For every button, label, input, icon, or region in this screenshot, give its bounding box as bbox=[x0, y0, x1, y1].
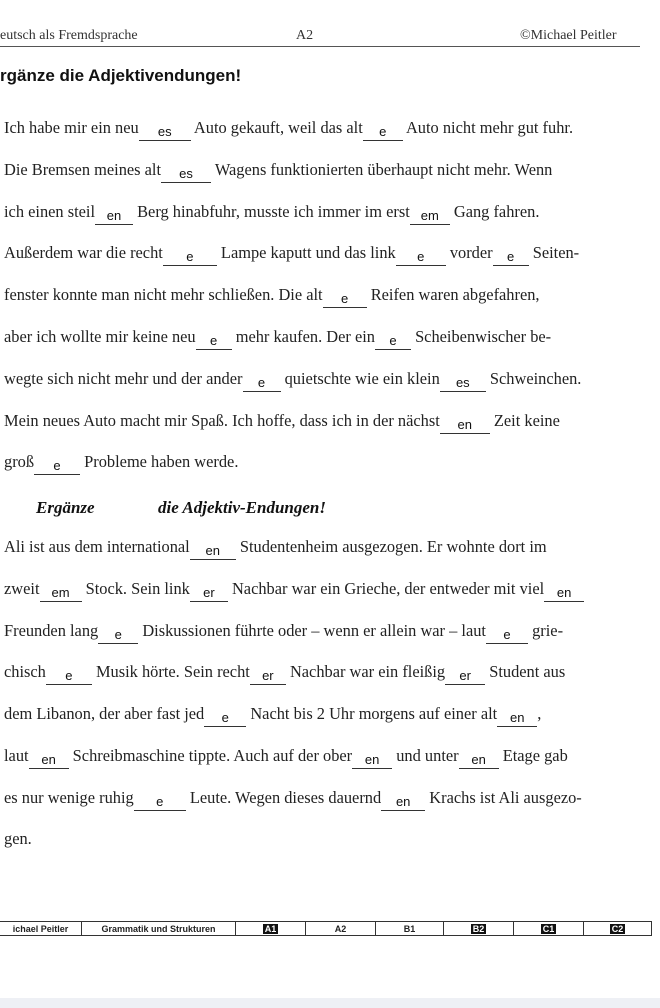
footer-cell bbox=[0, 922, 82, 935]
handwritten-ending: e bbox=[156, 794, 164, 809]
answer-blank bbox=[445, 668, 485, 685]
answer-blank bbox=[163, 249, 217, 266]
sentence-text: dem Libanon, der aber fast jed bbox=[4, 704, 205, 723]
answer-blank bbox=[410, 208, 450, 225]
answer-blank bbox=[486, 627, 528, 644]
sentence-text: Gang fahren. bbox=[449, 202, 540, 221]
handwritten-ending: e bbox=[209, 333, 218, 348]
header-divider bbox=[0, 46, 640, 47]
handwritten-ending: en bbox=[205, 543, 220, 558]
exercise1-line bbox=[4, 327, 551, 350]
handwritten-ending: e bbox=[417, 249, 425, 264]
answer-blank bbox=[396, 249, 446, 266]
sentence-text: Etage gab bbox=[498, 746, 568, 765]
sentence-text: laut bbox=[4, 746, 29, 765]
answer-blank bbox=[190, 585, 228, 602]
handwritten-ending: en bbox=[509, 710, 525, 725]
footer-cell bbox=[584, 922, 652, 935]
handwritten-ending: en bbox=[471, 752, 486, 767]
footer-cell bbox=[306, 922, 376, 935]
answer-blank bbox=[440, 375, 486, 392]
handwritten-ending: es bbox=[455, 375, 470, 390]
footer-cell-label: A2 bbox=[334, 923, 347, 934]
sentence-text: Wagens funktionierten überhaupt nicht mehr. Wenn bbox=[211, 160, 553, 179]
handwritten-ending: er bbox=[262, 668, 274, 683]
handwritten-ending: em bbox=[420, 208, 439, 223]
sentence-text: aber ich wollte mir keine neu bbox=[4, 327, 196, 346]
exercise2-line bbox=[4, 579, 584, 602]
sentence-text: Diskussionen führte oder – wenn er allein war – laut bbox=[138, 621, 486, 640]
answer-blank bbox=[363, 124, 403, 141]
answer-blank bbox=[323, 291, 367, 308]
sentence-text: Zeit keine bbox=[489, 411, 560, 430]
answer-blank bbox=[375, 333, 411, 350]
handwritten-ending: er bbox=[203, 585, 215, 600]
sentence-text: quietschte wie ein klein bbox=[280, 369, 440, 388]
sentence-text: es nur wenige ruhig bbox=[4, 788, 134, 807]
exercise2-line bbox=[4, 662, 565, 685]
answer-blank bbox=[243, 375, 281, 392]
answer-blank bbox=[161, 166, 211, 183]
exercise2-line bbox=[4, 829, 32, 849]
sentence-text: groß bbox=[4, 452, 35, 471]
handwritten-ending: en bbox=[457, 417, 473, 432]
handwritten-ending: e bbox=[53, 458, 61, 473]
sentence-text: Musik hörte. Sein recht bbox=[91, 662, 250, 681]
footer-cell-label: C2 bbox=[611, 923, 624, 934]
sentence-text: Auto gekauft, weil das alt bbox=[190, 118, 363, 137]
answer-blank bbox=[29, 752, 69, 769]
sentence-text: Ali ist aus dem international bbox=[4, 537, 190, 556]
exercise1-line bbox=[4, 369, 581, 392]
sentence-text: Nachbar war ein fleißig bbox=[285, 662, 446, 681]
answer-blank bbox=[250, 668, 286, 685]
sentence-text: grie- bbox=[527, 621, 564, 640]
sentence-text: Seiten- bbox=[528, 243, 580, 262]
exercise1-line bbox=[4, 285, 540, 308]
footer-level-bar bbox=[0, 921, 652, 936]
answer-blank bbox=[544, 585, 584, 602]
answer-blank bbox=[497, 710, 537, 727]
handwritten-ending: e bbox=[340, 291, 349, 306]
sentence-text: Studentenheim ausgezogen. Er wohnte dort im bbox=[235, 537, 547, 556]
sentence-text: chisch bbox=[4, 662, 46, 681]
exercise1-line bbox=[4, 160, 552, 183]
handwritten-ending: en bbox=[41, 752, 56, 767]
footer-cell-label: C1 bbox=[542, 923, 555, 934]
sentence-text: Leute. Wegen dieses dauernd bbox=[185, 788, 382, 807]
answer-blank bbox=[352, 752, 392, 769]
answer-blank bbox=[134, 794, 186, 811]
sentence-text: gen. bbox=[4, 829, 32, 848]
exercise1-line bbox=[4, 202, 539, 225]
answer-blank bbox=[459, 752, 499, 769]
handwritten-ending: em bbox=[51, 585, 70, 600]
footer-cell-label: B1 bbox=[403, 923, 416, 934]
footer-cell-label: A1 bbox=[264, 923, 277, 934]
handwritten-ending: e bbox=[379, 124, 387, 139]
sentence-text: , bbox=[537, 704, 542, 723]
sentence-text: Stock. Sein link bbox=[81, 579, 190, 598]
answer-blank bbox=[98, 627, 138, 644]
handwritten-ending: e bbox=[221, 710, 229, 725]
footer-cell-label: ichael Peitler bbox=[12, 923, 69, 934]
exercise2-line bbox=[4, 704, 541, 727]
header-level: A2 bbox=[296, 28, 314, 43]
answer-blank bbox=[381, 794, 425, 811]
sentence-text: wegte sich nicht mehr und der ander bbox=[4, 369, 243, 388]
answer-blank bbox=[196, 333, 232, 350]
footer-cell-label: B2 bbox=[472, 923, 485, 934]
handwritten-ending: e bbox=[506, 249, 515, 264]
sentence-text: Die Bremsen meines alt bbox=[4, 160, 162, 179]
handwritten-ending: e bbox=[389, 333, 397, 348]
footer-cell bbox=[236, 922, 306, 935]
footer-cell bbox=[514, 922, 584, 935]
sentence-text: Außerdem war die recht bbox=[4, 243, 163, 262]
exercise1-title: rgänze die Adjektivendungen! bbox=[0, 66, 242, 85]
footer-cell bbox=[376, 922, 444, 935]
answer-blank bbox=[46, 668, 92, 685]
sentence-text: Reifen waren abgefahren, bbox=[366, 285, 540, 304]
exercise1-line bbox=[4, 411, 560, 434]
sentence-text: mehr kaufen. Der ein bbox=[231, 327, 375, 346]
handwritten-ending: e bbox=[503, 627, 511, 642]
header-author: ©Michael Peitler bbox=[520, 28, 617, 43]
handwritten-ending: er bbox=[459, 668, 471, 683]
handwritten-ending: en bbox=[106, 208, 122, 223]
answer-blank bbox=[493, 249, 529, 266]
exercise2-line bbox=[4, 621, 563, 644]
exercise2-title-part1: Ergänze bbox=[36, 498, 95, 517]
footer-cell bbox=[82, 922, 236, 935]
answer-blank bbox=[40, 585, 82, 602]
handwritten-ending: en bbox=[364, 752, 380, 767]
handwritten-ending: e bbox=[114, 627, 122, 642]
sentence-text: zweit bbox=[4, 579, 40, 598]
header-course: eutsch als Fremdsprache bbox=[0, 28, 138, 43]
sentence-text: Lampe kaputt und das link bbox=[216, 243, 396, 262]
footer-cell bbox=[444, 922, 514, 935]
sentence-text: vorder bbox=[445, 243, 493, 262]
sentence-text: Freunden lang bbox=[4, 621, 99, 640]
exercise1-line bbox=[4, 118, 573, 141]
exercise2-line bbox=[4, 537, 547, 560]
exercise1-line bbox=[4, 243, 579, 266]
exercise1-line bbox=[4, 452, 238, 475]
handwritten-ending: es bbox=[179, 166, 193, 181]
footer-cell-label: Grammatik und Strukturen bbox=[101, 923, 216, 934]
sentence-text: Probleme haben werde. bbox=[80, 452, 239, 471]
sentence-text: ich einen steil bbox=[4, 202, 96, 221]
handwritten-ending: es bbox=[157, 124, 172, 139]
handwritten-ending: en bbox=[556, 585, 572, 600]
sentence-text: Berg hinabfuhr, musste ich immer im erst bbox=[133, 202, 410, 221]
handwritten-ending: e bbox=[257, 375, 266, 390]
sentence-text: Nachbar war ein Grieche, der entweder mit viel bbox=[227, 579, 545, 598]
answer-blank bbox=[34, 458, 80, 475]
exercise2-line bbox=[4, 788, 582, 811]
bottom-band bbox=[0, 998, 660, 1008]
sentence-text: Nacht bis 2 Uhr morgens auf einer alt bbox=[246, 704, 498, 723]
sentence-text: Krachs ist Ali ausgezo- bbox=[425, 788, 582, 807]
sentence-text: Student aus bbox=[485, 662, 566, 681]
answer-blank bbox=[204, 710, 246, 727]
handwritten-ending: en bbox=[395, 794, 411, 809]
sentence-text: und unter bbox=[392, 746, 459, 765]
sentence-text: Ich habe mir ein neu bbox=[4, 118, 139, 137]
handwritten-ending: e bbox=[65, 668, 73, 683]
sentence-text: Mein neues Auto macht mir Spaß. Ich hoffe, dass ich in der nächst bbox=[4, 411, 440, 430]
exercise2-title-part2: die Adjektiv-Endungen! bbox=[158, 498, 326, 517]
sentence-text: Schreibmaschine tippte. Auch auf der ober bbox=[68, 746, 353, 765]
sentence-text: Schweinchen. bbox=[485, 369, 582, 388]
answer-blank bbox=[95, 208, 133, 225]
handwritten-ending: e bbox=[186, 249, 194, 264]
sentence-text: fenster konnte man nicht mehr schließen. Die alt bbox=[4, 285, 323, 304]
answer-blank bbox=[139, 124, 191, 141]
answer-blank bbox=[190, 543, 236, 560]
sentence-text: Scheibenwischer be- bbox=[410, 327, 552, 346]
exercise2-line bbox=[4, 746, 568, 769]
sentence-text: Auto nicht mehr gut fuhr. bbox=[402, 118, 574, 137]
answer-blank bbox=[440, 417, 490, 434]
